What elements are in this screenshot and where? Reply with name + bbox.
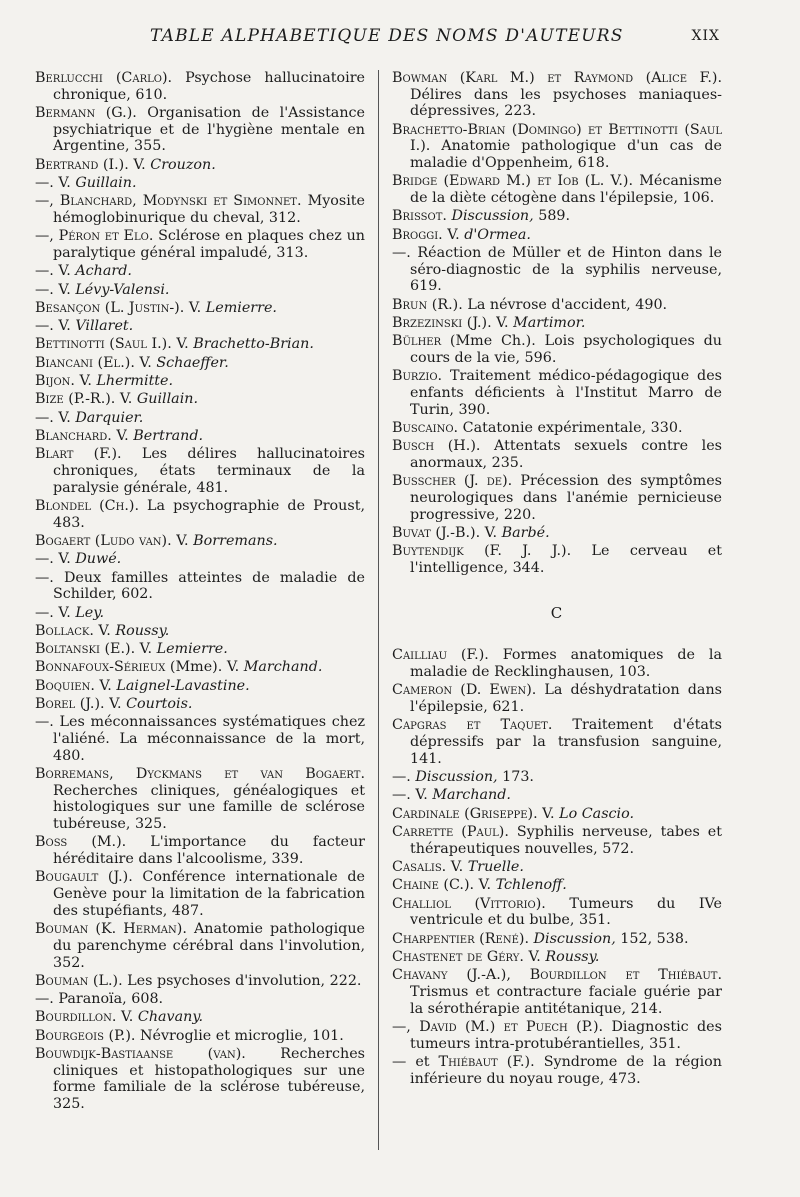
page-number: XIX	[691, 28, 720, 44]
entry-title: Syndrome de la région inférieure du noyau rouge, 473.	[410, 1053, 723, 1087]
index-entry	[35, 570, 365, 603]
index-entry	[35, 355, 365, 372]
entry-author: Bogaert (Ludo van).	[35, 532, 172, 549]
index-entry	[392, 473, 722, 523]
index-entry	[35, 678, 365, 695]
entry-author: Bettinotti (Saul I.).	[35, 336, 172, 353]
entry-title: La déshydratation dans l'épilepsie, 621.	[410, 682, 722, 716]
entry-title: V.	[184, 299, 206, 316]
entry-author: Blart (F.).	[35, 446, 122, 463]
entry-author: Brachetto-Brian (Domingo) et Bettinotti (Saul I.).	[392, 121, 722, 155]
entry-title: (Mme Ch.). Lois psychologiques du cours de la vie, 596.	[410, 333, 722, 366]
column-divider	[378, 70, 379, 1150]
entry-author: Cameron (D. Ewen).	[392, 682, 537, 699]
page-header	[0, 26, 800, 50]
entry-reference: Chavany.	[137, 1009, 204, 1026]
entry-author: Bize (P.-R.).	[35, 391, 116, 408]
entry-title: V.	[474, 877, 496, 894]
entry-author: Borel (J.).	[35, 696, 105, 713]
entry-reference: Schaeffer.	[156, 354, 229, 371]
entry-reference: Lemierre.	[205, 299, 277, 316]
index-entry	[35, 641, 365, 658]
index-entry	[392, 1019, 722, 1052]
index-entry	[35, 551, 365, 568]
index-entry	[35, 336, 365, 353]
entry-author: Bourdillon.	[35, 1009, 117, 1026]
entry-author: Charpentier (René).	[392, 930, 529, 947]
entry-reference: Tchlenoff.	[495, 877, 567, 894]
entry-author: Casalis.	[392, 859, 447, 875]
entry-title: Catatonie expérimentale, 330.	[458, 420, 683, 436]
entry-title: —. Les méconnaissances systématiques chez l'aliéné. La méconnaissance de la mort, 480.	[35, 714, 365, 764]
index-entry	[392, 122, 722, 172]
index-entry	[392, 967, 722, 1017]
entry-author: Biancani (El.).	[35, 354, 135, 371]
entry-author: Brzezinski (J.).	[392, 315, 492, 331]
entry-reference: Crouzon.	[150, 156, 216, 173]
index-entry	[35, 623, 365, 640]
index-entry	[392, 420, 722, 437]
index-entry	[35, 498, 365, 531]
entry-title: Anatomie pathologique d'un cas de maladie d'Oppenheim, 618.	[410, 138, 722, 172]
entry-author: Blanchard, Modynski et Simonnet.	[59, 193, 302, 210]
entry-prefix: —,	[392, 1018, 420, 1035]
index-entry	[35, 714, 365, 764]
entry-author: Blanchard.	[35, 427, 112, 444]
index-entry	[35, 446, 365, 496]
entry-title: Conférence internationale de Genève pour la limitation de la fabrication des stupéfiants, 487.	[53, 869, 365, 919]
index-entry	[35, 921, 365, 971]
entries-b	[392, 70, 722, 577]
index-entry	[392, 70, 722, 120]
entry-author: Bouman (L.).	[35, 972, 123, 989]
index-entry	[35, 300, 365, 317]
index-entry	[35, 991, 365, 1008]
entry-title: —. V.	[35, 281, 76, 298]
entry-author: Bermann (G.).	[35, 105, 137, 121]
entry-title: V.	[93, 622, 116, 639]
entry-pages: 589.	[533, 208, 571, 225]
index-entry	[35, 410, 365, 427]
entry-author: Besançon (L. Justin-).	[35, 299, 185, 316]
entry-title: —. Paranoïa, 608.	[35, 991, 164, 1008]
entry-title: La névrose d'accident, 490.	[462, 296, 668, 313]
entry-reference: Duwé.	[75, 551, 122, 568]
entry-title: V.	[135, 641, 157, 658]
entry-title: Les psychoses d'involution, 222.	[122, 972, 362, 989]
index-entry	[35, 228, 365, 261]
entry-reference: Lemierre.	[156, 641, 228, 658]
entry-reference: Villaret.	[75, 318, 134, 335]
entry-title: Tumeurs du IVe ventricule et du bulbe, 351.	[410, 895, 722, 929]
index-entry	[392, 208, 722, 225]
entry-author: Cailliau (F.).	[392, 647, 489, 664]
entry-author: Bowman (Karl M.) et Raymond (Alice F.).	[392, 70, 722, 86]
index-entry	[35, 105, 365, 155]
entry-reference: Lhermitte.	[96, 373, 174, 390]
entry-author: Bouman (K. Herman).	[35, 921, 187, 938]
entry-title: V.	[442, 226, 465, 243]
index-entry	[392, 824, 722, 857]
index-entry	[392, 896, 722, 929]
index-entry	[392, 1054, 722, 1087]
index-entry	[392, 173, 722, 206]
entry-title: L'importance du facteur héréditaire dans l'alcoolisme, 339.	[53, 834, 365, 868]
entry-author: Borremans, Dyckmans et van Bogaert.	[35, 766, 365, 783]
index-entry	[35, 1028, 365, 1045]
index-entry	[392, 931, 722, 948]
entry-title: Myosite hémoglobinurique du cheval, 312.	[53, 193, 366, 226]
entry-author: Boltanski (E.).	[35, 641, 136, 658]
section-letter: C	[550, 603, 564, 622]
index-entry	[35, 373, 365, 390]
entry-author: Chaine (C.).	[392, 877, 475, 894]
entry-title: Précession des symptômes neurologiques dans l'anémie pernicieuse progressive, 220.	[410, 473, 722, 523]
index-entry	[35, 318, 365, 335]
entry-reference: Lo Cascio.	[559, 805, 635, 822]
entry-title: V.	[111, 427, 134, 444]
index-entry	[35, 834, 365, 867]
entry-title: Mécanisme de la diète cétogène dans l'épilepsie, 106.	[410, 173, 722, 207]
entry-title: V.	[171, 336, 194, 353]
entry-title: Névroglie et microglie, 101.	[135, 1027, 344, 1044]
entry-title: V.	[134, 354, 157, 371]
entry-author: Bijon.	[35, 373, 75, 390]
entry-title: Psychose hallucinatoire chronique, 610.	[53, 70, 365, 103]
entry-title: Syphilis nerveuse, tabes et thérapeutiques nouvelles, 572.	[410, 824, 722, 857]
index-entry	[35, 193, 365, 226]
index-entry	[35, 605, 365, 622]
index-entry	[35, 1009, 365, 1026]
entry-title: V.	[104, 696, 127, 713]
entry-author: Bertrand (I.).	[35, 156, 129, 173]
entry-title: V.	[74, 373, 97, 390]
index-entry	[35, 696, 365, 713]
entry-title: Anatomie pathologique du parenchyme cérébral dans l'involution, 352.	[53, 921, 365, 971]
index-entry	[392, 438, 722, 471]
index-entry	[35, 263, 365, 280]
index-entry	[392, 717, 722, 767]
entry-title: V.	[171, 532, 194, 549]
entry-author: Bülher	[392, 333, 442, 350]
entry-author: Brun (R.).	[392, 296, 463, 313]
index-entry	[35, 157, 365, 174]
entry-author: Boss (M.).	[35, 834, 127, 851]
entry-title: Le cerveau et l'intelligence, 344.	[410, 543, 722, 576]
entry-reference: Darquier.	[75, 409, 144, 426]
index-entry	[35, 282, 365, 299]
entry-title: V.	[537, 805, 560, 822]
entry-reference: Courtois.	[126, 696, 193, 713]
entry-title: V.	[115, 391, 137, 408]
entry-title: —. V.	[392, 787, 433, 804]
index-entry	[392, 245, 722, 295]
entry-title: Attentats sexuels contre les anormaux, 235.	[410, 438, 722, 471]
index-entry	[392, 769, 722, 786]
entry-title: —. V.	[35, 409, 76, 426]
page-title: TABLE ALPHABETIQUE DES NOMS D'AUTEURS	[150, 26, 624, 46]
entry-reference: Borremans.	[193, 532, 278, 549]
entry-reference: Lévy-Valensi.	[75, 281, 170, 298]
entry-title: V.	[94, 677, 117, 694]
entry-prefix: — et	[392, 1053, 439, 1070]
entry-title: —. V.	[35, 604, 76, 621]
entries-c	[392, 647, 722, 1087]
entry-author: David (M.) et Puech (P.).	[419, 1018, 604, 1035]
entry-reference: Marchand.	[243, 659, 323, 676]
entry-title: Sclérose en plaques chez un paralytique général impaludé, 313.	[53, 228, 365, 261]
left-column	[35, 70, 365, 1114]
index-entry	[35, 973, 365, 990]
index-entry	[392, 877, 722, 894]
entry-title: —. V.	[35, 175, 76, 191]
entry-title: (Mme). V.	[165, 659, 244, 676]
entry-author: Carrette (Paul).	[392, 824, 509, 840]
index-entry	[35, 175, 365, 192]
entry-author: Bourgeois (P.).	[35, 1027, 136, 1044]
index-entry	[392, 949, 722, 966]
index-entry	[392, 368, 722, 418]
entry-title: Recherches cliniques et histopathologiques sur une forme familiale de la sclérose tubéreuse, 325.	[53, 1046, 365, 1113]
entry-reference: Achard.	[75, 263, 132, 280]
index-entry	[35, 533, 365, 550]
entry-author: Broggi.	[392, 226, 443, 243]
entry-reference: Ley.	[75, 604, 104, 621]
entry-author: Burzio.	[392, 368, 443, 385]
entry-reference: Barbé.	[501, 525, 550, 541]
entry-reference: Brachetto-Brian.	[193, 336, 314, 353]
entry-reference: Bertrand.	[133, 427, 204, 444]
entry-title: Traitement d'états dépressifs par la transfusion sanguine, 141.	[410, 717, 722, 767]
entry-title: V.	[480, 525, 502, 541]
entry-reference: Marchand.	[432, 787, 511, 804]
entry-reference: Truelle.	[467, 859, 524, 875]
index-entry	[392, 806, 722, 823]
entry-author: Bouwdijk-Bastiaanse (van).	[35, 1046, 246, 1063]
index-entry	[392, 647, 722, 680]
right-column	[392, 70, 722, 1089]
entry-reference: Guillain.	[75, 175, 137, 191]
entry-author: Buytendijk (F. J. J.).	[392, 543, 572, 560]
index-entry	[392, 333, 722, 366]
entry-reference: Martimor.	[513, 315, 586, 331]
entry-title: Les délires hallucinatoires chroniques, états terminaux de la paralysie générale, 481.	[53, 446, 365, 496]
entry-author: Péron et Elo.	[58, 228, 154, 245]
entry-title: —.	[392, 769, 416, 786]
entry-reference: Discussion,	[533, 930, 616, 947]
entry-author: Brissot.	[392, 208, 447, 225]
entry-reference: Guillain.	[136, 391, 199, 408]
index-entry	[35, 766, 365, 833]
entry-title: La psychographie de Proust, 483.	[53, 497, 365, 531]
index-entry	[35, 869, 365, 919]
entry-author: Blondel (Ch.).	[35, 497, 139, 514]
entry-prefix: —,	[35, 193, 60, 210]
entry-title: —. V.	[35, 263, 76, 280]
index-entry	[35, 70, 365, 103]
entry-pages: 173.	[497, 769, 534, 786]
entry-title: Recherches cliniques, généalogiques et histologiques sur une famille de sclérose tubéreuse, 325.	[53, 782, 365, 833]
entry-title: Délires dans les psychoses maniaques-dépressives, 223.	[410, 86, 722, 120]
entry-reference: Discussion,	[415, 769, 498, 786]
entry-author: Boquien.	[35, 677, 95, 694]
entry-reference: Roussy.	[115, 622, 170, 639]
entry-title: V.	[491, 315, 514, 331]
entry-author: Bollack.	[35, 622, 94, 639]
index-entry	[35, 391, 365, 408]
entry-reference: Laignel-Lavastine.	[116, 677, 250, 694]
entry-author: Chastenet de Géry.	[392, 948, 524, 965]
index-entry	[392, 227, 722, 244]
entry-author: Bougault (J.).	[35, 869, 133, 886]
entry-author: Chavany (J.-A.), Bourdillon et Thiébaut.	[392, 967, 722, 984]
entry-author: Busch (H.).	[392, 438, 481, 455]
entry-author: Capgras et Taquet.	[392, 717, 553, 734]
entry-reference: Discussion,	[451, 208, 534, 225]
entry-author: Cardinale (Griseppe).	[392, 805, 538, 822]
entry-title: V.	[128, 156, 151, 173]
index-entry	[35, 1046, 365, 1113]
entry-title: —. V.	[35, 551, 76, 568]
entry-title: V.	[446, 859, 468, 875]
entry-title: Diagnostic des tumeurs intra-protubérantielles, 351.	[410, 1018, 722, 1052]
entry-title: Organisation de l'Assistance psychiatrique et de l'hygiène mentale en Argentine, 355.	[53, 105, 366, 155]
entry-title: V.	[523, 948, 546, 965]
entry-author: Bonnafoux-Sérieux	[35, 659, 166, 676]
index-entry	[35, 659, 365, 676]
entry-title: Trismus et contracture faciale guérie par la sérothérapie antitétanique, 214.	[410, 983, 722, 1017]
entry-title: —. Deux familles atteintes de maladie de Schilder, 602.	[35, 569, 365, 603]
entry-author: Thiébaut (F.).	[438, 1053, 535, 1070]
entry-title: V.	[116, 1009, 138, 1026]
entry-reference: d'Ormea.	[464, 226, 531, 243]
entry-prefix: —,	[35, 228, 59, 245]
entry-author: Buscaino.	[392, 420, 459, 436]
entry-title: Traitement médico-pédagogique des enfants déficients à l'Institut Marro de Turin, 390.	[410, 368, 722, 418]
entry-author: Buvat (J.-B.).	[392, 525, 481, 541]
entry-title: Formes anatomiques de la maladie de Recklinghausen, 103.	[410, 647, 722, 681]
entry-reference: Roussy.	[545, 948, 600, 965]
entry-title: —. Réaction de Müller et de Hinton dans le séro-diagnostic de la syphilis nerveuse, 619.	[392, 245, 722, 295]
entry-author: Challiol (Vittorio).	[392, 895, 546, 912]
entry-author: Bridge (Edward M.) et Iob (L. V.).	[392, 173, 634, 190]
index-entry	[392, 859, 722, 876]
index-entry	[392, 525, 722, 542]
index-entry	[35, 428, 365, 445]
index-entry	[392, 297, 722, 314]
index-entry	[392, 682, 722, 715]
index-entry	[392, 315, 722, 332]
entry-author: Berlucchi (Carlo).	[35, 70, 173, 86]
entry-pages: 152, 538.	[615, 930, 689, 947]
index-entry	[392, 787, 722, 804]
entry-title: —. V.	[35, 318, 76, 335]
entry-author: Busscher (J. de).	[392, 473, 513, 490]
index-entry	[392, 543, 722, 576]
